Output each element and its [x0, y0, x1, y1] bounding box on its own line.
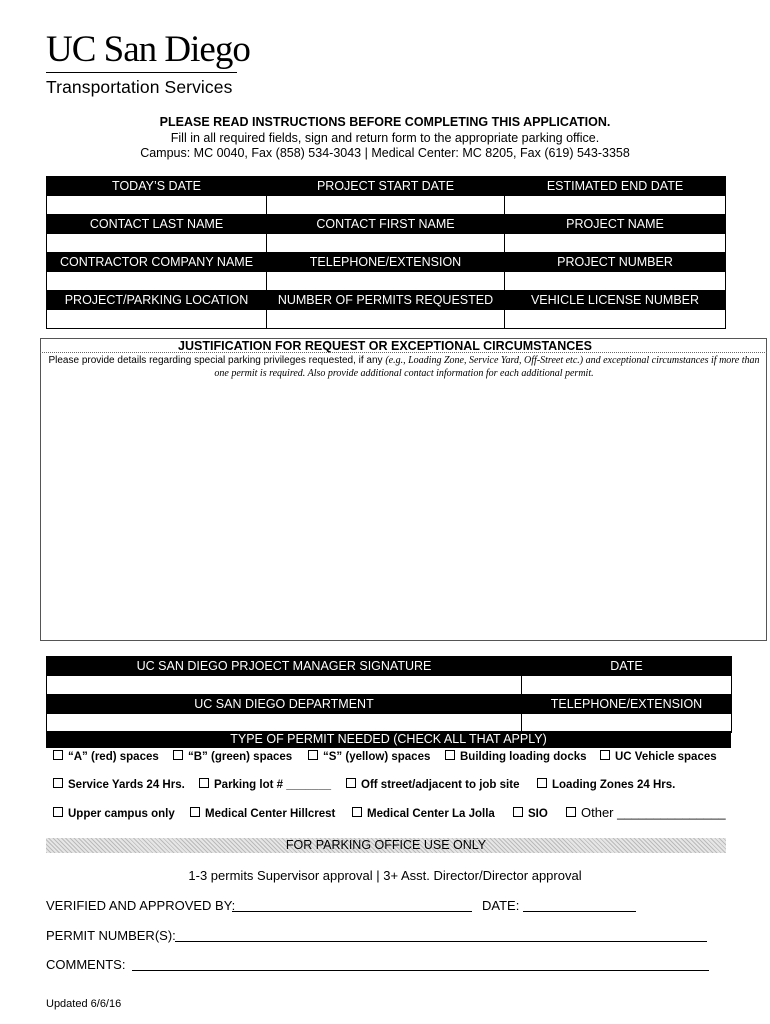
label-number-of-permits: NUMBER OF PERMITS REQUESTED [267, 291, 505, 310]
label-permit-numbers: PERMIT NUMBER(S): [46, 928, 176, 943]
logo-ucsd: UC San Diego [46, 29, 250, 70]
checkbox-upper-campus[interactable]: Upper campus only [53, 807, 175, 820]
project-number-field[interactable] [505, 272, 726, 291]
instructions-line: Fill in all required fields, sign and return form to the appropriate parking office. [170, 131, 600, 145]
checkbox-icon [346, 778, 356, 788]
checkbox-sio[interactable]: SIO [513, 807, 548, 820]
label-contact-last-name: CONTACT LAST NAME [47, 215, 267, 234]
checkbox-building-loading-docks[interactable]: Building loading docks [445, 750, 587, 763]
checkbox-b-green-spaces[interactable]: “B” (green) spaces [173, 750, 292, 763]
checkbox-loading-zones[interactable]: Loading Zones 24 Hrs. [537, 778, 675, 791]
checkbox-service-yards[interactable]: Service Yards 24 Hrs. [53, 778, 185, 791]
number-of-permits-field[interactable] [267, 310, 505, 329]
checkbox-off-street[interactable]: Off street/adjacent to job site [346, 778, 519, 791]
manager-date-field[interactable] [522, 676, 732, 695]
checkbox-uc-vehicle-spaces[interactable]: UC Vehicle spaces [600, 750, 717, 763]
label-project-name: PROJECT NAME [505, 215, 726, 234]
todays-date-field[interactable] [47, 196, 267, 215]
checkbox-icon [566, 807, 576, 817]
checkbox-icon [53, 778, 63, 788]
manager-signature-field[interactable] [47, 676, 522, 695]
checkbox-other[interactable]: Other _______________ [566, 805, 726, 820]
checkbox-icon [190, 807, 200, 817]
label-contractor-company-name: CONTRACTOR COMPANY NAME [47, 253, 267, 272]
label-comments: COMMENTS: [46, 957, 126, 972]
project-fields-table [46, 176, 726, 329]
logo-subtitle: Transportation Services [46, 77, 233, 97]
label-manager-signature: UC SAN DIEGO PRJOECT MANAGER SIGNATURE [47, 657, 522, 676]
verified-approved-by-line[interactable] [232, 911, 472, 912]
checkbox-icon [445, 750, 455, 760]
justification-textarea[interactable] [40, 338, 767, 641]
checkbox-parking-lot[interactable]: Parking lot # _______ [199, 778, 331, 791]
label-office-date: DATE: [482, 898, 520, 913]
instructions-heading: PLEASE READ INSTRUCTIONS BEFORE COMPLETING THIS APPLICATION. [159, 115, 611, 129]
contact-last-name-field[interactable] [47, 234, 267, 253]
office-date-line[interactable] [523, 911, 636, 912]
label-manager-date: DATE [522, 657, 732, 676]
approval-note: 1-3 permits Supervisor approval | 3+ Asst. Director/Director approval [188, 868, 582, 883]
checkbox-icon [199, 778, 209, 788]
justification-desc-examples: (e.g., Loading Zone, Service Yard, Off-Street etc.) and exceptional circumstances if more than one permit is required. Also provide additional contact information for each additional permit. [214, 355, 760, 379]
justification-divider [40, 352, 767, 353]
label-estimated-end-date: ESTIMATED END DATE [505, 177, 726, 196]
label-department-telephone: TELEPHONE/EXTENSION [522, 695, 732, 714]
label-project-start-date: PROJECT START DATE [267, 177, 505, 196]
label-vehicle-license-number: VEHICLE LICENSE NUMBER [505, 291, 726, 310]
label-project-number: PROJECT NUMBER [505, 253, 726, 272]
permit-type-title: TYPE OF PERMIT NEEDED (CHECK ALL THAT APPLY) [46, 731, 731, 748]
label-contact-first-name: CONTACT FIRST NAME [267, 215, 505, 234]
justification-description [46, 354, 762, 380]
checkbox-medical-center-hillcrest[interactable]: Medical Center Hillcrest [190, 807, 335, 820]
updated-date: Updated 6/6/16 [46, 998, 122, 1010]
checkbox-icon [537, 778, 547, 788]
department-telephone-field[interactable] [522, 714, 732, 733]
estimated-end-date-field[interactable] [505, 196, 726, 215]
project-start-date-field[interactable] [267, 196, 505, 215]
checkbox-icon [308, 750, 318, 760]
checkbox-icon [173, 750, 183, 760]
manager-fields-table [46, 656, 732, 733]
checkbox-medical-center-la-jolla[interactable]: Medical Center La Jolla [352, 807, 495, 820]
vehicle-license-number-field[interactable] [505, 310, 726, 329]
contact-first-name-field[interactable] [267, 234, 505, 253]
label-project-parking-location: PROJECT/PARKING LOCATION [47, 291, 267, 310]
label-todays-date: TODAY’S DATE [47, 177, 267, 196]
justification-title: JUSTIFICATION FOR REQUEST OR EXCEPTIONAL CIRCUMSTANCES [178, 339, 592, 353]
label-verified-approved-by: VERIFIED AND APPROVED BY: [46, 898, 236, 913]
checkbox-icon [53, 807, 63, 817]
label-telephone-extension: TELEPHONE/EXTENSION [267, 253, 505, 272]
checkbox-icon [600, 750, 610, 760]
checkbox-icon [53, 750, 63, 760]
justification-desc-main: Please provide details regarding special parking privileges requested, if any [48, 355, 383, 366]
instructions-contact: Campus: MC 0040, Fax (858) 534-3043 | Medical Center: MC 8205, Fax (619) 543-3358 [140, 146, 630, 160]
contractor-company-name-field[interactable] [47, 272, 267, 291]
logo-divider [46, 72, 237, 73]
telephone-extension-field[interactable] [267, 272, 505, 291]
checkbox-icon [352, 807, 362, 817]
office-use-title: FOR PARKING OFFICE USE ONLY [46, 838, 726, 853]
label-department: UC SAN DIEGO DEPARTMENT [47, 695, 522, 714]
checkbox-a-red-spaces[interactable]: “A” (red) spaces [53, 750, 159, 763]
checkbox-icon [513, 807, 523, 817]
permit-numbers-line[interactable] [175, 941, 707, 942]
checkbox-s-yellow-spaces[interactable]: “S” (yellow) spaces [308, 750, 430, 763]
project-name-field[interactable] [505, 234, 726, 253]
department-field[interactable] [47, 714, 522, 733]
comments-line[interactable] [132, 970, 709, 971]
project-parking-location-field[interactable] [47, 310, 267, 329]
